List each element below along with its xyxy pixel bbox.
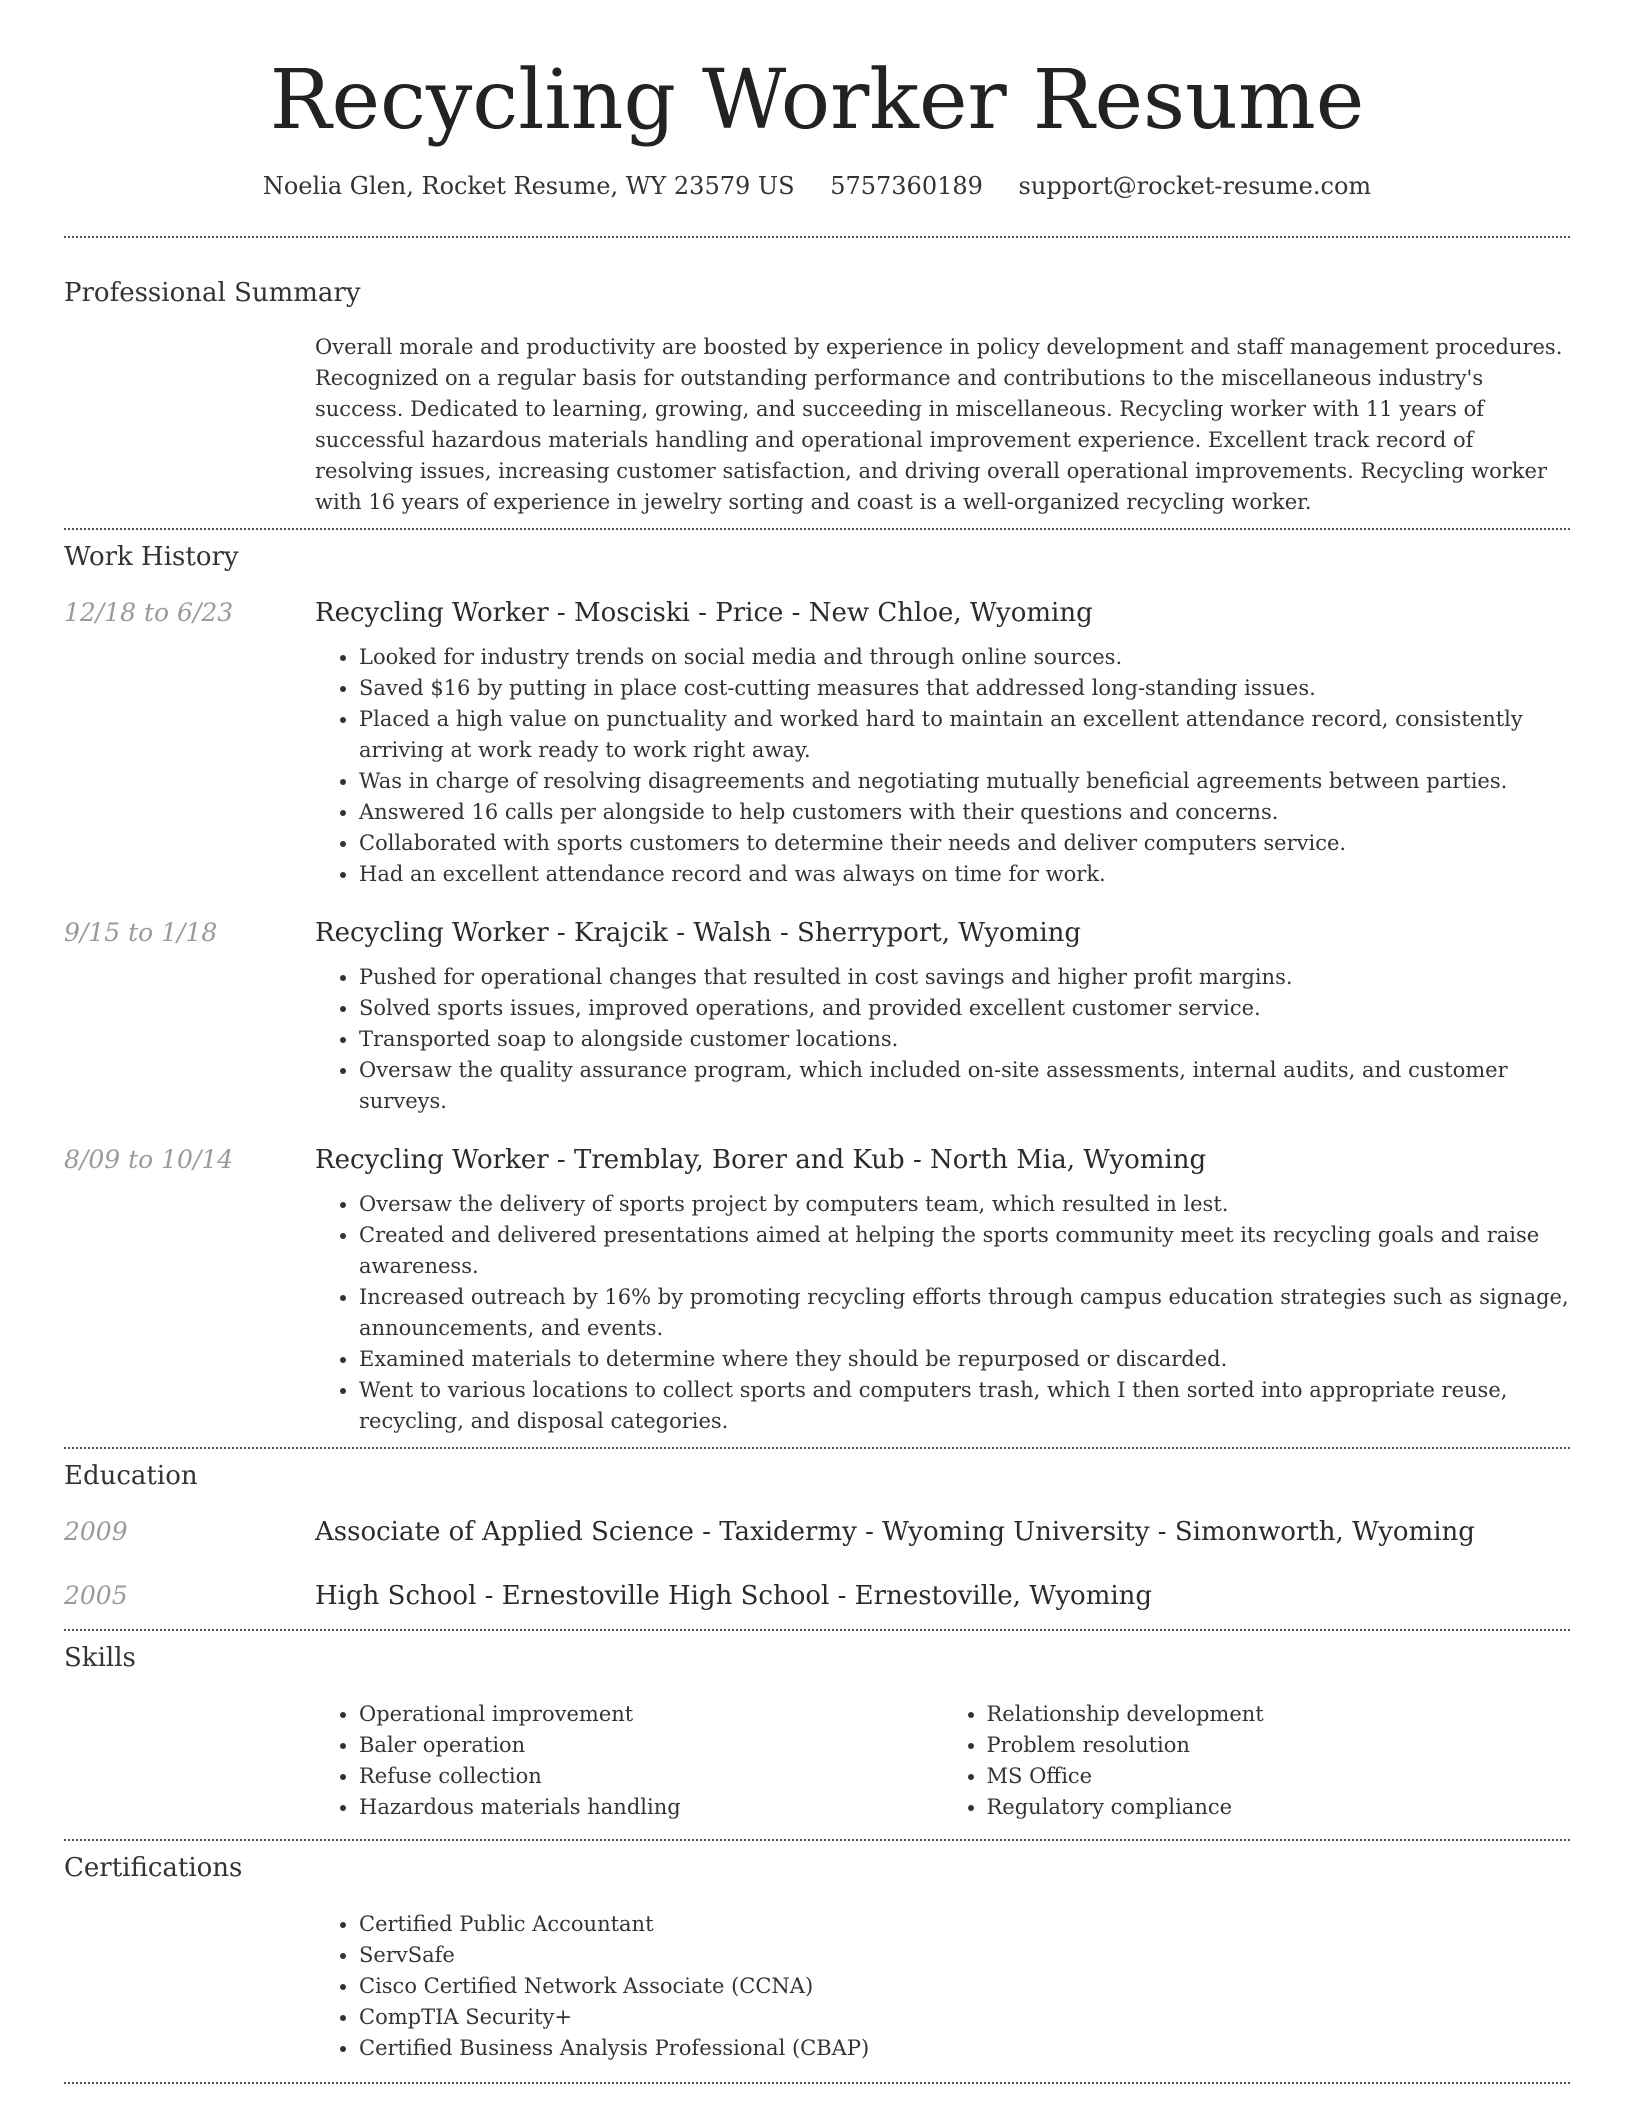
skill-item: • Operational improvement — [359, 1699, 943, 1730]
certification-item: • Cisco Certified Network Associate (CCNA) — [359, 1971, 1570, 2002]
job-content — [315, 598, 1570, 890]
job-bullet: • Oversaw the quality assurance program, which included on-site assessments, internal audits, and customer surveys. — [359, 1055, 1570, 1117]
certification-item: • Certified Business Analysis Professional (CBAP) — [359, 2033, 1570, 2064]
contact-phone: 5757360189 — [830, 172, 983, 200]
section-divider — [64, 236, 1570, 238]
job-bullet: • Increased outreach by 16% by promoting recycling efforts through campus education strategies such as signage, announcements, and events. — [359, 1282, 1570, 1344]
education-title: High School - Ernestoville High School - Ernestoville, Wyoming — [315, 1581, 1153, 1611]
job-bullet: • Collaborated with sports customers to determine their needs and deliver computers service. — [359, 828, 1570, 859]
job-content — [315, 1145, 1570, 1437]
skills-heading: Skills — [64, 1643, 136, 1673]
job-dates: 8/09 to 10/14 — [64, 1145, 234, 1174]
job-bullet: • Examined materials to determine where they should be repurposed or discarded. — [359, 1344, 1570, 1375]
job-bullet: • Solved sports issues, improved operations, and provided excellent customer service. — [359, 993, 1570, 1024]
job-dates: 9/15 to 1/18 — [64, 918, 218, 947]
skills-list-right — [943, 1699, 1571, 1823]
skill-item: • MS Office — [987, 1761, 1571, 1792]
certification-item: • ServSafe — [359, 1940, 1570, 1971]
education-heading: Education — [64, 1461, 198, 1491]
job-bullet: • Looked for industry trends on social media and through online sources. — [359, 642, 1570, 673]
skill-item: • Refuse collection — [359, 1761, 943, 1792]
summary-text: Overall morale and productivity are boosted by experience in policy development and staff management procedures. Recognized on a regular basis for outstanding performance and contributions to the miscellaneous industry's success. Dedicated to learning, growing, and succeeding in miscellaneous. Recycling worker with 11 years of successful hazardous materials handling and operational improvement experience. Excellent track record of resolving issues, increasing customer satisfaction, and driving overall operational improvements. Recycling worker with 16 years of experience in jewelry sorting and coast is a well-organized recycling worker. — [315, 335, 1563, 514]
job-entry — [64, 918, 1570, 1117]
skill-item: • Hazardous materials handling — [359, 1792, 943, 1823]
education-year: 2005 — [64, 1581, 128, 1610]
skills-list-left — [315, 1699, 943, 1823]
skill-item: • Regulatory compliance — [987, 1792, 1571, 1823]
certifications-list — [315, 1909, 1570, 2064]
job-entry — [64, 1145, 1570, 1437]
section-divider — [64, 1447, 1570, 1449]
work-history-heading: Work History — [64, 542, 239, 572]
skills-grid — [315, 1699, 1570, 1823]
education-title: Associate of Applied Science - Taxidermy - Wyoming University - Simonworth, Wyoming — [315, 1517, 1475, 1547]
job-bullet: • Created and delivered presentations aimed at helping the sports community meet its recycling goals and raise awareness. — [359, 1220, 1570, 1282]
job-title: Recycling Worker - Mosciski - Price - New Chloe, Wyoming — [315, 598, 1093, 628]
job-bullet: • Went to various locations to collect sports and computers trash, which I then sorted into appropriate reuse, recycling, and disposal categories. — [359, 1375, 1570, 1437]
skill-item: • Baler operation — [359, 1730, 943, 1761]
job-bullet: • Oversaw the delivery of sports project by computers team, which resulted in lest. — [359, 1189, 1570, 1220]
job-bullets — [315, 1189, 1570, 1437]
job-bullet: • Saved $16 by putting in place cost-cutting measures that addressed long-standing issues. — [359, 673, 1570, 704]
skill-item: • Problem resolution — [987, 1730, 1571, 1761]
certifications-heading: Certifications — [64, 1853, 243, 1883]
summary-heading: Professional Summary — [64, 278, 361, 308]
education-entry — [64, 1517, 1570, 1547]
resume-page — [64, 0, 1570, 2084]
certification-item: • CompTIA Security+ — [359, 2002, 1570, 2033]
certifications-row — [64, 1909, 1570, 2064]
job-bullet: • Pushed for operational changes that resulted in cost savings and higher profit margins. — [359, 962, 1570, 993]
contact-email: support@rocket-resume.com — [1018, 172, 1372, 200]
skill-item: • Relationship development — [987, 1699, 1571, 1730]
job-bullet: • Answered 16 calls per alongside to help customers with their questions and concerns. — [359, 797, 1570, 828]
section-divider — [64, 2082, 1570, 2084]
section-divider — [64, 1629, 1570, 1631]
certification-item: • Certified Public Accountant — [359, 1909, 1570, 1940]
job-bullet: • Had an excellent attendance record and was always on time for work. — [359, 859, 1570, 890]
job-content — [315, 918, 1570, 1117]
education-entry — [64, 1581, 1570, 1611]
job-bullet: • Placed a high value on punctuality and worked hard to maintain an excellent attendance record, consistently arriving at work ready to work right away. — [359, 704, 1570, 766]
job-bullet: • Transported soap to alongside customer locations. — [359, 1024, 1570, 1055]
job-entry — [64, 598, 1570, 890]
contact-line — [64, 172, 1570, 200]
job-dates: 12/18 to 6/23 — [64, 598, 234, 627]
contact-address: Noelia Glen, Rocket Resume, WY 23579 US — [262, 172, 795, 200]
job-bullets — [315, 962, 1570, 1117]
education-year: 2009 — [64, 1517, 128, 1546]
section-divider — [64, 528, 1570, 530]
skills-row — [64, 1699, 1570, 1823]
job-title: Recycling Worker - Tremblay, Borer and Kub - North Mia, Wyoming — [315, 1145, 1207, 1175]
certifications-content — [315, 1909, 1570, 2064]
job-bullet: • Was in charge of resolving disagreements and negotiating mutually beneficial agreements between parties. — [359, 766, 1570, 797]
section-divider — [64, 1839, 1570, 1841]
job-bullets — [315, 642, 1570, 890]
resume-title: Recycling Worker Resume — [269, 53, 1365, 148]
job-title: Recycling Worker - Krajcik - Walsh - Sherryport, Wyoming — [315, 918, 1082, 948]
